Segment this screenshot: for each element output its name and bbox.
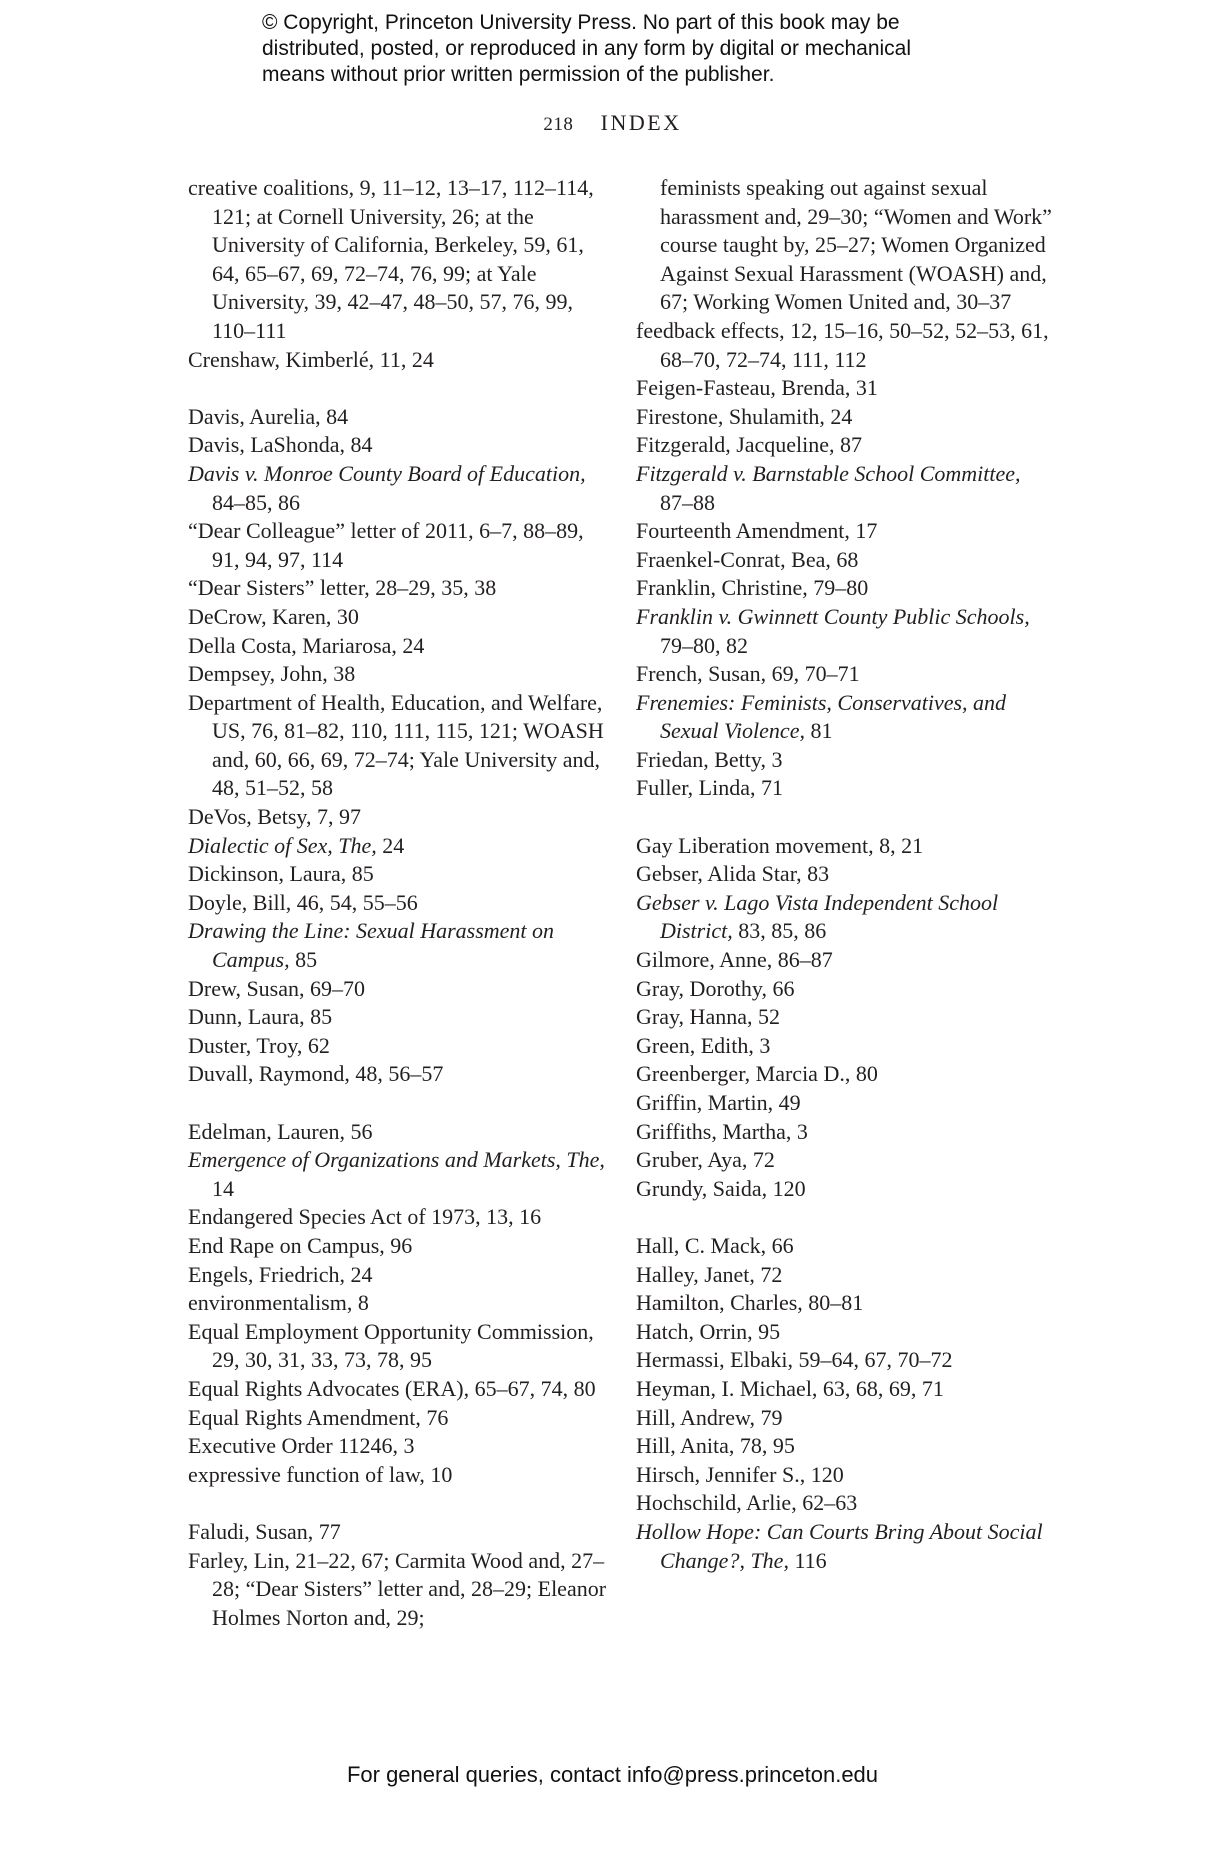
index-entry-text: Department of Health, Education, and Welfare, US, 76, 81–82, 110, 111, 115, 121; WOASH and, 60, 66, 69, 72–74; Yale University and, 48, 51–52, 58 bbox=[188, 689, 604, 801]
index-entry bbox=[636, 1003, 1056, 1032]
index-entry-text: Gay Liberation movement, 8, 21 bbox=[636, 832, 924, 858]
index-column-left bbox=[188, 174, 608, 1632]
index-entry-text: Fuller, Linda, 71 bbox=[636, 775, 783, 801]
index-entry bbox=[636, 546, 1056, 575]
index-entry-text: 14 bbox=[212, 1175, 234, 1201]
index-entry bbox=[188, 975, 608, 1004]
index-entry-text: 83, 85, 86 bbox=[732, 918, 827, 944]
index-entry-text: feminists speaking out against sexual harassment and, 29–30; “Women and Work” course taught by, 25–27; Women Organized Against Sexual Harassment (WOASH) and, 67; Working Women United and, 30–37 bbox=[660, 175, 1052, 315]
index-entry bbox=[636, 1318, 1056, 1347]
index-entry bbox=[188, 1547, 608, 1633]
index-entry bbox=[636, 1232, 1056, 1261]
index-entry bbox=[636, 860, 1056, 889]
index-entry-text: Gebser, Alida Star, 83 bbox=[636, 861, 830, 887]
index-entry-title: Frenemies: Feminists, Conservatives, and Sexual Violence, bbox=[636, 689, 1007, 744]
index-entry bbox=[636, 975, 1056, 1004]
index-entry bbox=[188, 1118, 608, 1147]
index-entry-text: Halley, Janet, 72 bbox=[636, 1261, 783, 1287]
index-entry bbox=[188, 1003, 608, 1032]
index-entry-text: “Dear Colleague” letter of 2011, 6–7, 88–89, 91, 94, 97, 114 bbox=[188, 518, 584, 572]
index-entry-text: Firestone, Shulamith, 24 bbox=[636, 403, 853, 429]
index-entry-text: 24 bbox=[376, 832, 405, 858]
index-entry bbox=[188, 174, 608, 346]
index-entry-text: Doyle, Bill, 46, 54, 55–56 bbox=[188, 889, 418, 915]
index-entry-text: Dempsey, John, 38 bbox=[188, 661, 356, 687]
index-entry bbox=[636, 1432, 1056, 1461]
index-entry-text: Gray, Hanna, 52 bbox=[636, 1004, 780, 1030]
index-entry-text: 85 bbox=[289, 947, 318, 973]
index-entry-text: Hamilton, Charles, 80–81 bbox=[636, 1290, 864, 1316]
index-entry-title: Hollow Hope: Can Courts Bring About Social Change?, The, bbox=[636, 1518, 1043, 1573]
index-entry bbox=[636, 1032, 1056, 1061]
index-entry-text: Hill, Anita, 78, 95 bbox=[636, 1433, 795, 1459]
index-entry bbox=[636, 1375, 1056, 1404]
index-entry bbox=[188, 403, 608, 432]
index-entry bbox=[636, 1089, 1056, 1118]
index-entry bbox=[188, 1146, 608, 1203]
index-entry-text: Farley, Lin, 21–22, 67; Carmita Wood and, 27–28; “Dear Sisters” letter and, 28–29; Eleanor Holmes Norton and, 29; bbox=[188, 1547, 607, 1630]
index-entry-text: 87–88 bbox=[660, 489, 715, 515]
index-entry bbox=[636, 317, 1056, 374]
index-entry bbox=[188, 803, 608, 832]
index-entry bbox=[188, 660, 608, 689]
index-entry-text: Griffin, Martin, 49 bbox=[636, 1090, 801, 1115]
index-entry-text: Duster, Troy, 62 bbox=[188, 1032, 330, 1058]
index-entry bbox=[188, 1432, 608, 1461]
index-entry-text: Fourteenth Amendment, 17 bbox=[636, 518, 878, 544]
index-entry-text: Franklin, Christine, 79–80 bbox=[636, 575, 869, 601]
index-entry-text: Dunn, Laura, 85 bbox=[188, 1004, 333, 1030]
copyright-notice bbox=[262, 10, 982, 88]
index-entry-text: Davis, Aurelia, 84 bbox=[188, 403, 349, 429]
index-entry bbox=[188, 1032, 608, 1061]
letter-group-gap bbox=[636, 1203, 1056, 1232]
index-entry bbox=[636, 832, 1056, 861]
index-entry bbox=[188, 689, 608, 803]
index-entry-title: Fitzgerald v. Barnstable School Committee, bbox=[636, 460, 1021, 486]
index-entry-text: Gilmore, Anne, 86–87 bbox=[636, 947, 833, 973]
index-entry bbox=[636, 660, 1056, 689]
index-entry bbox=[188, 860, 608, 889]
index-entry-text: creative coalitions, 9, 11–12, 13–17, 112–114, 121; at Cornell University, 26; at the University of California, Berkeley, 59, 61, 64, 65–67, 69, 72–74, 76, 99; at Yale University, 39, 42–47, 48–50, 57, 76, 99, 110–111 bbox=[188, 175, 594, 343]
index-entry bbox=[188, 1232, 608, 1261]
index-entry-text: Gray, Dorothy, 66 bbox=[636, 975, 795, 1001]
section-title: INDEX bbox=[600, 110, 682, 135]
index-entry bbox=[636, 1060, 1056, 1089]
index-entry bbox=[188, 574, 608, 603]
index-entry bbox=[188, 1289, 608, 1318]
index-entry-text: Hochschild, Arlie, 62–63 bbox=[636, 1490, 858, 1516]
index-entry-title: Dialectic of Sex, The, bbox=[188, 832, 377, 858]
index-entry-text: 79–80, 82 bbox=[660, 632, 748, 658]
index-entry-text: Gruber, Aya, 72 bbox=[636, 1147, 775, 1173]
copyright-line: © Copyright, Princeton University Press. No part of this book may be bbox=[262, 11, 900, 34]
index-entry bbox=[188, 1461, 608, 1490]
index-entry bbox=[636, 1118, 1056, 1147]
index-entry-text: Davis, LaShonda, 84 bbox=[188, 432, 373, 458]
index-entry-text: Engels, Friedrich, 24 bbox=[188, 1261, 373, 1287]
index-entry bbox=[636, 1289, 1056, 1318]
index-entry-text: Executive Order 11246, 3 bbox=[188, 1433, 415, 1459]
index-entry-text: Hirsch, Jennifer S., 120 bbox=[636, 1461, 844, 1487]
index-entry-text: Fitzgerald, Jacqueline, 87 bbox=[636, 432, 863, 458]
index-entry-text: environmentalism, 8 bbox=[188, 1290, 369, 1316]
index-entry bbox=[188, 1261, 608, 1290]
index-entry-text: End Rape on Campus, 96 bbox=[188, 1232, 413, 1258]
letter-group-gap bbox=[188, 1489, 608, 1518]
index-entry-title: Davis v. Monroe County Board of Education, bbox=[188, 460, 586, 486]
index-entry bbox=[188, 1375, 608, 1404]
index-entry-text: Della Costa, Mariarosa, 24 bbox=[188, 632, 425, 658]
index-entry bbox=[636, 374, 1056, 403]
index-entry bbox=[636, 746, 1056, 775]
index-entry bbox=[188, 1060, 608, 1089]
index-entry bbox=[188, 1318, 608, 1375]
index-entry bbox=[188, 1203, 608, 1232]
index-entry bbox=[636, 1461, 1056, 1490]
index-entry bbox=[636, 1346, 1056, 1375]
index-entry bbox=[636, 460, 1056, 517]
index-entry bbox=[188, 517, 608, 574]
index-entry-text: Crenshaw, Kimberlé, 11, 24 bbox=[188, 346, 434, 372]
index-entry-text: Hall, C. Mack, 66 bbox=[636, 1232, 794, 1258]
index-entry bbox=[188, 1404, 608, 1433]
index-entry bbox=[636, 946, 1056, 975]
index-entry bbox=[188, 889, 608, 918]
index-entry bbox=[188, 632, 608, 661]
index-entry bbox=[636, 431, 1056, 460]
index-entry-title: Gebser v. Lago Vista Independent School District, bbox=[636, 889, 999, 944]
index-entry-text: Dickinson, Laura, 85 bbox=[188, 861, 374, 887]
index-entry-text: Edelman, Lauren, 56 bbox=[188, 1118, 373, 1144]
copyright-line: means without prior written permission of the publisher. bbox=[262, 63, 775, 86]
index-entry-title: Drawing the Line: Sexual Harassment on Campus, bbox=[188, 918, 555, 973]
index-entry bbox=[636, 403, 1056, 432]
index-entry-text: expressive function of law, 10 bbox=[188, 1461, 453, 1487]
index-entry-text: Equal Employment Opportunity Commission, 29, 30, 31, 33, 73, 78, 95 bbox=[188, 1318, 594, 1373]
index-entry-text: feedback effects, 12, 15–16, 50–52, 52–53, 61, 68–70, 72–74, 111, 112 bbox=[636, 317, 1049, 372]
index-entry-text: 84–85, 86 bbox=[212, 489, 300, 515]
page-number: 218 bbox=[543, 114, 574, 135]
index-entry bbox=[188, 603, 608, 632]
index-entry bbox=[636, 1175, 1056, 1204]
letter-group-gap bbox=[188, 1089, 608, 1118]
index-entry bbox=[636, 517, 1056, 546]
index-entry-text: Equal Rights Amendment, 76 bbox=[188, 1404, 449, 1430]
index-entry bbox=[188, 460, 608, 517]
index-entry bbox=[636, 1489, 1056, 1518]
index-entry-title: Emergence of Organizations and Markets, The, bbox=[188, 1147, 605, 1173]
index-entry bbox=[636, 689, 1056, 746]
index-entry-text: Friedan, Betty, 3 bbox=[636, 746, 783, 772]
index-column-right bbox=[636, 174, 1056, 1575]
letter-group-gap bbox=[188, 374, 608, 403]
index-entry-text: Hatch, Orrin, 95 bbox=[636, 1318, 781, 1344]
index-entry-title: Franklin v. Gwinnett County Public Schools, bbox=[636, 603, 1030, 629]
index-entry bbox=[636, 1518, 1056, 1575]
index-entry-text: Drew, Susan, 69–70 bbox=[188, 975, 365, 1001]
index-entry bbox=[188, 346, 608, 375]
index-entry-text: Heyman, I. Michael, 63, 68, 69, 71 bbox=[636, 1375, 944, 1401]
index-entry bbox=[636, 889, 1056, 946]
index-entry-text: Faludi, Susan, 77 bbox=[188, 1518, 341, 1544]
index-entry-text: Greenberger, Marcia D., 80 bbox=[636, 1061, 878, 1087]
index-entry bbox=[188, 431, 608, 460]
index-entry-text: French, Susan, 69, 70–71 bbox=[636, 661, 860, 687]
index-entry bbox=[636, 603, 1056, 660]
index-entry bbox=[636, 1404, 1056, 1433]
copyright-line: distributed, posted, or reproduced in any form by digital or mechanical bbox=[262, 37, 912, 60]
index-entry-text: DeVos, Betsy, 7, 97 bbox=[188, 804, 361, 830]
index-entry-text: Grundy, Saida, 120 bbox=[636, 1175, 806, 1201]
index-entry-text: Griffiths, Martha, 3 bbox=[636, 1118, 808, 1144]
index-entry-text: Duvall, Raymond, 48, 56–57 bbox=[188, 1061, 444, 1087]
index-entry-continued bbox=[636, 174, 1056, 317]
footer-contact: For general queries, contact info@press.princeton.edu bbox=[346, 1762, 879, 1787]
running-head bbox=[0, 110, 1225, 136]
index-entry-text: Green, Edith, 3 bbox=[636, 1032, 771, 1058]
index-entry-text: 116 bbox=[788, 1547, 827, 1573]
index-entry-text: “Dear Sisters” letter, 28–29, 35, 38 bbox=[188, 575, 497, 601]
index-entry bbox=[188, 1518, 608, 1547]
index-entry-text: Feigen-Fasteau, Brenda, 31 bbox=[636, 375, 878, 401]
index-entry-text: 81 bbox=[804, 718, 833, 744]
letter-group-gap bbox=[636, 803, 1056, 832]
index-entry bbox=[188, 832, 608, 861]
index-entry bbox=[636, 1146, 1056, 1175]
index-entry bbox=[188, 917, 608, 974]
index-entry-text: Endangered Species Act of 1973, 13, 16 bbox=[188, 1204, 542, 1230]
index-entry-text: Hill, Andrew, 79 bbox=[636, 1404, 783, 1430]
index-entry-text: Hermassi, Elbaki, 59–64, 67, 70–72 bbox=[636, 1347, 953, 1373]
index-entry-text: Fraenkel-Conrat, Bea, 68 bbox=[636, 546, 859, 572]
index-entry bbox=[636, 1261, 1056, 1290]
index-entry-text: Equal Rights Advocates (ERA), 65–67, 74, 80 bbox=[188, 1375, 596, 1401]
index-entry bbox=[636, 774, 1056, 803]
index-entry-text: DeCrow, Karen, 30 bbox=[188, 603, 359, 629]
index-entry bbox=[636, 574, 1056, 603]
